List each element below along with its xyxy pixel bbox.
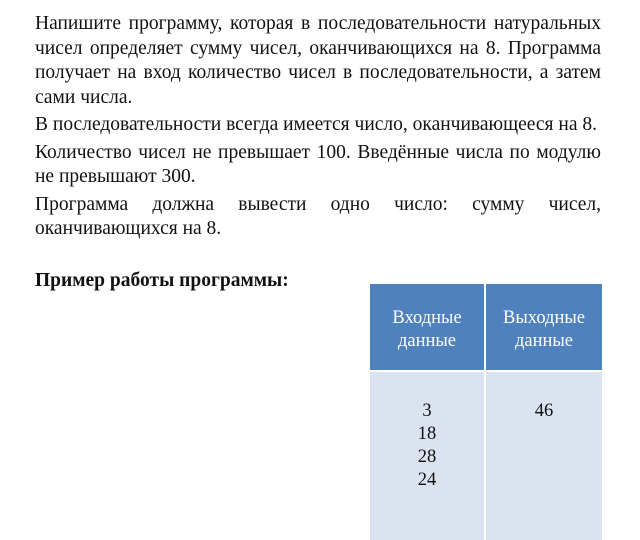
input-data-cell — [370, 371, 485, 540]
task-paragraph-2: В последовательности всегда имеется число, оканчивающееся на 8. — [35, 114, 597, 135]
output-value: 46 — [534, 401, 554, 421]
example-heading: Пример работы программы: — [35, 270, 289, 291]
input-value: 18 — [417, 424, 437, 444]
input-value: 24 — [417, 470, 437, 490]
task-paragraph-1: Напишите программу, которая в последовательности натуральных чисел определяет сумму чисел, оканчивающихся на 8. Программа получает на вход количество чисел в последовательности, а затем сами числа. — [35, 13, 601, 108]
task-paragraph-4: Программа должна вывести одно число: сумму чисел, оканчивающихся на 8. — [35, 193, 601, 239]
task-statement — [35, 12, 601, 245]
table-header-row — [370, 284, 602, 371]
header-output-data: Выходные данные — [485, 284, 602, 371]
task-paragraph-3: Количество чисел не превышает 100. Введённые числа по модулю не превышают 300. — [35, 141, 601, 187]
example-table — [370, 284, 602, 540]
table-row — [370, 371, 602, 540]
input-value: 28 — [417, 447, 437, 467]
header-input-data: Входные данные — [370, 284, 485, 371]
input-value: 3 — [422, 401, 432, 421]
output-data-cell — [485, 371, 602, 540]
